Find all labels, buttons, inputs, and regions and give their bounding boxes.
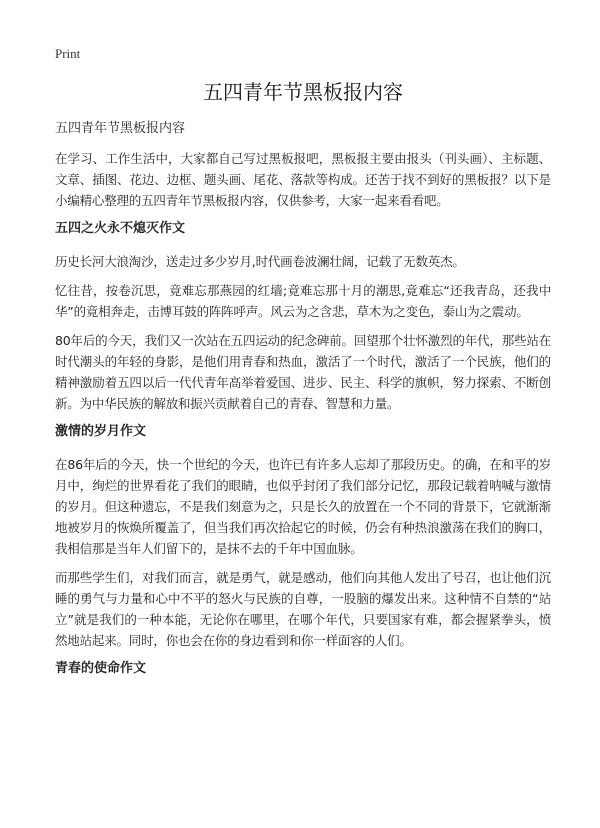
paragraph: 而那些学生们，对我们而言，就是勇气，就是感动，他们向其他人发出了号召，也让他们沉睡的勇气与力量和心中不平的怒火与民族的自尊，一股脑的爆发出来。这种情不自禁的“站立”就是我们的一种本能，无论你在哪里，在哪个年代，只要国家有难，都会握紧拳头，愤然地站起来。同时，你也会在你的身边看到和你一样面容的人们。 xyxy=(55,570,551,648)
section-heading: 青春的使命作文 xyxy=(55,661,147,676)
paragraph: 历史长河大浪淘沙，送走过多少岁月,时代画卷波澜壮阔，记载了无数英杰。 xyxy=(55,254,465,269)
paragraph: 80年后的今天，我们又一次站在五四运动的纪念碑前。回望那个壮怀激烈的年代，那些站在时代潮头的年轻的身影，是他们用青春和热血，激活了一个时代，激活了一个民族，他们的精神激励着五四以后一代代青年高举着爱国、进步、民主、科学的旗帜，努力探索、不断创新。为中华民族的解放和振兴贡献着自己的青春、智慧和力量。 xyxy=(55,333,551,411)
section-heading: 激情的岁月作文 xyxy=(55,424,147,439)
section-heading: 五四之火永不熄灭作文 xyxy=(55,221,186,236)
print-link[interactable]: Print xyxy=(55,46,81,61)
paragraph: 忆往昔，按卷沉思，竟难忘那燕园的红墙;竟难忘那十月的潮思,竟难忘“还我青岛，还我中华”的竟相奔走，击博耳鼓的阵阵呼声。风云为之含悲，草木为之变色，泰山为之震动。 xyxy=(55,283,551,319)
page-title: 五四青年节黑板报内容 xyxy=(203,80,403,104)
paragraph: 在86年后的今天，快一个世纪的今天，也许已有许多人忘却了那段历史。的确，在和平的岁月中，绚烂的世界看花了我们的眼睛，也似乎封闭了我们部分记忆，那段记载着呐喊与激情的岁月。但这种遗忘，不是我们刻意为之，只是长久的放置在一个不同的背景下，它就渐渐地被岁月的恢焕所覆盖了，但当我们再次拾起它的时候，仍会有种热浪激荡在我们的胸口，我相信那是当年人们留下的，是抹不去的千年中国血脉。 xyxy=(55,457,551,556)
page-subtitle: 五四青年节黑板报内容 xyxy=(55,121,186,136)
paragraph: 在学习、工作生活中，大家都自己写过黑板报吧，黑板报主要由报头（刊头画）、主标题、文章、插图、花边、边框、题头画、尾花、落款等构成。还苦于找不到好的黑板报？以下是小编精心整理的五四青年节黑板报内容，仅供参考，大家一起来看看吧。 xyxy=(55,151,551,208)
article-body xyxy=(55,148,551,691)
